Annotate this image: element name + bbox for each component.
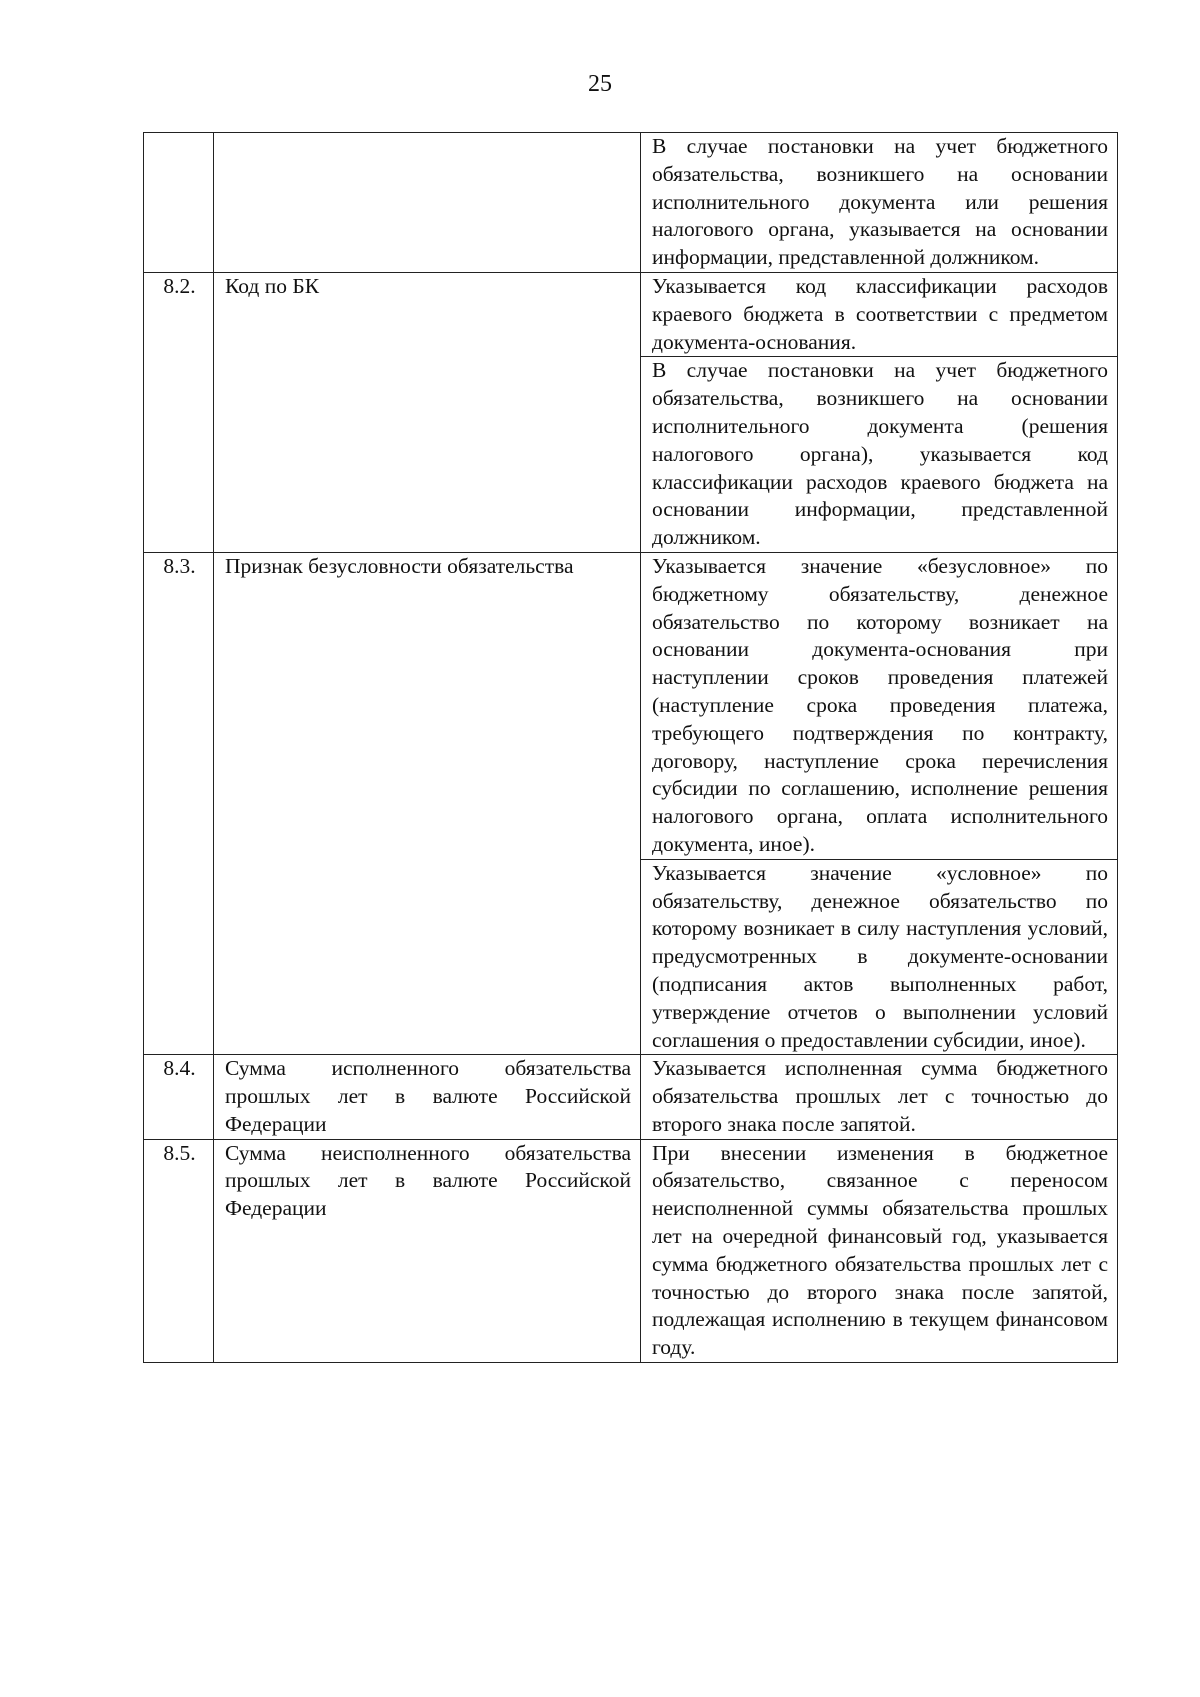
field-description: В случае постановки на учет бюджетного обязательства, возникшего на основании исполнительного документа или решения налогового органа, указывается на основании информации, представленной должником.: [652, 134, 1108, 270]
field-name-cell: [214, 1139, 641, 1362]
row-number: 8.2.: [163, 273, 196, 298]
row-number: 8.3.: [163, 553, 196, 578]
field-name: Сумма неисполненного обязательства прошлых лет в валюте Российской Федерации: [225, 1140, 631, 1221]
field-name: Сумма исполненного обязательства прошлых лет в валюте Российской Федерации: [225, 1056, 631, 1136]
field-description: При внесении изменения в бюджетное обязательство, связанное с переносом неисполненной суммы обязательства прошлых лет на очередной финансовый год, указывается сумма бюджетного обязательства прошлых лет с точностью до второго знака после запятой, подлежащая исполнению в текущем финансовом году.: [652, 1140, 1108, 1360]
table-row: [144, 1139, 1118, 1362]
description-cell: [641, 859, 1118, 1055]
field-name: Признак безусловности обязательства: [225, 553, 574, 578]
table-row: [144, 552, 1118, 859]
row-number-cell: [144, 1055, 214, 1139]
description-cell: [641, 133, 1118, 273]
description-cell: [641, 272, 1118, 356]
field-name-cell: [214, 272, 641, 552]
field-name-cell: [214, 133, 641, 273]
field-name: Код по БК: [225, 273, 320, 298]
field-name-cell: [214, 1055, 641, 1139]
row-number-cell: [144, 1139, 214, 1362]
page-number: 25: [588, 71, 612, 97]
row-number-cell: [144, 272, 214, 552]
field-name-cell: [214, 552, 641, 1054]
field-description: Указывается значение «условное» по обязательству, денежное обязательство по которому возникает в силу наступления условий, предусмотренных в документе-основании (подписания актов выполненных работ, утверждение отчетов о выполнении условий соглашения о предоставлении субсидии, иное).: [652, 860, 1108, 1052]
field-description: В случае постановки на учет бюджетного обязательства, возникшего на основании исполнительного документа (решения налогового органа), указывается код классификации расходов краевого бюджета на основании информации, представленной должником.: [652, 358, 1108, 550]
field-description: Указывается исполненная сумма бюджетного обязательства прошлых лет с точностью до второго знака после запятой.: [652, 1056, 1108, 1136]
table-row: [144, 272, 1118, 356]
description-cell: [641, 1055, 1118, 1139]
row-number-cell: [144, 552, 214, 1054]
table-row: [144, 1055, 1118, 1139]
description-cell: [641, 1139, 1118, 1362]
row-number-cell: [144, 133, 214, 273]
table-row: [144, 133, 1118, 273]
description-cell: [641, 357, 1118, 553]
requirements-table: [143, 132, 1118, 1363]
field-description: Указывается код классификации расходов краевого бюджета в соответствии с предметом документа-основания.: [652, 273, 1108, 354]
row-number: 8.4.: [163, 1056, 196, 1081]
description-cell: [641, 552, 1118, 859]
field-description: Указывается значение «безусловное» по бюджетному обязательству, денежное обязательство по которому возникает на основании документа-основания при наступлении сроков проведения платежей (наступление срока проведения платежа, требующего подтверждения по контракту, договору, наступление срока перечисления субсидии по соглашению, исполнение решения налогового органа, оплата исполнительного документа, иное).: [652, 553, 1108, 856]
row-number: 8.5.: [163, 1140, 196, 1165]
